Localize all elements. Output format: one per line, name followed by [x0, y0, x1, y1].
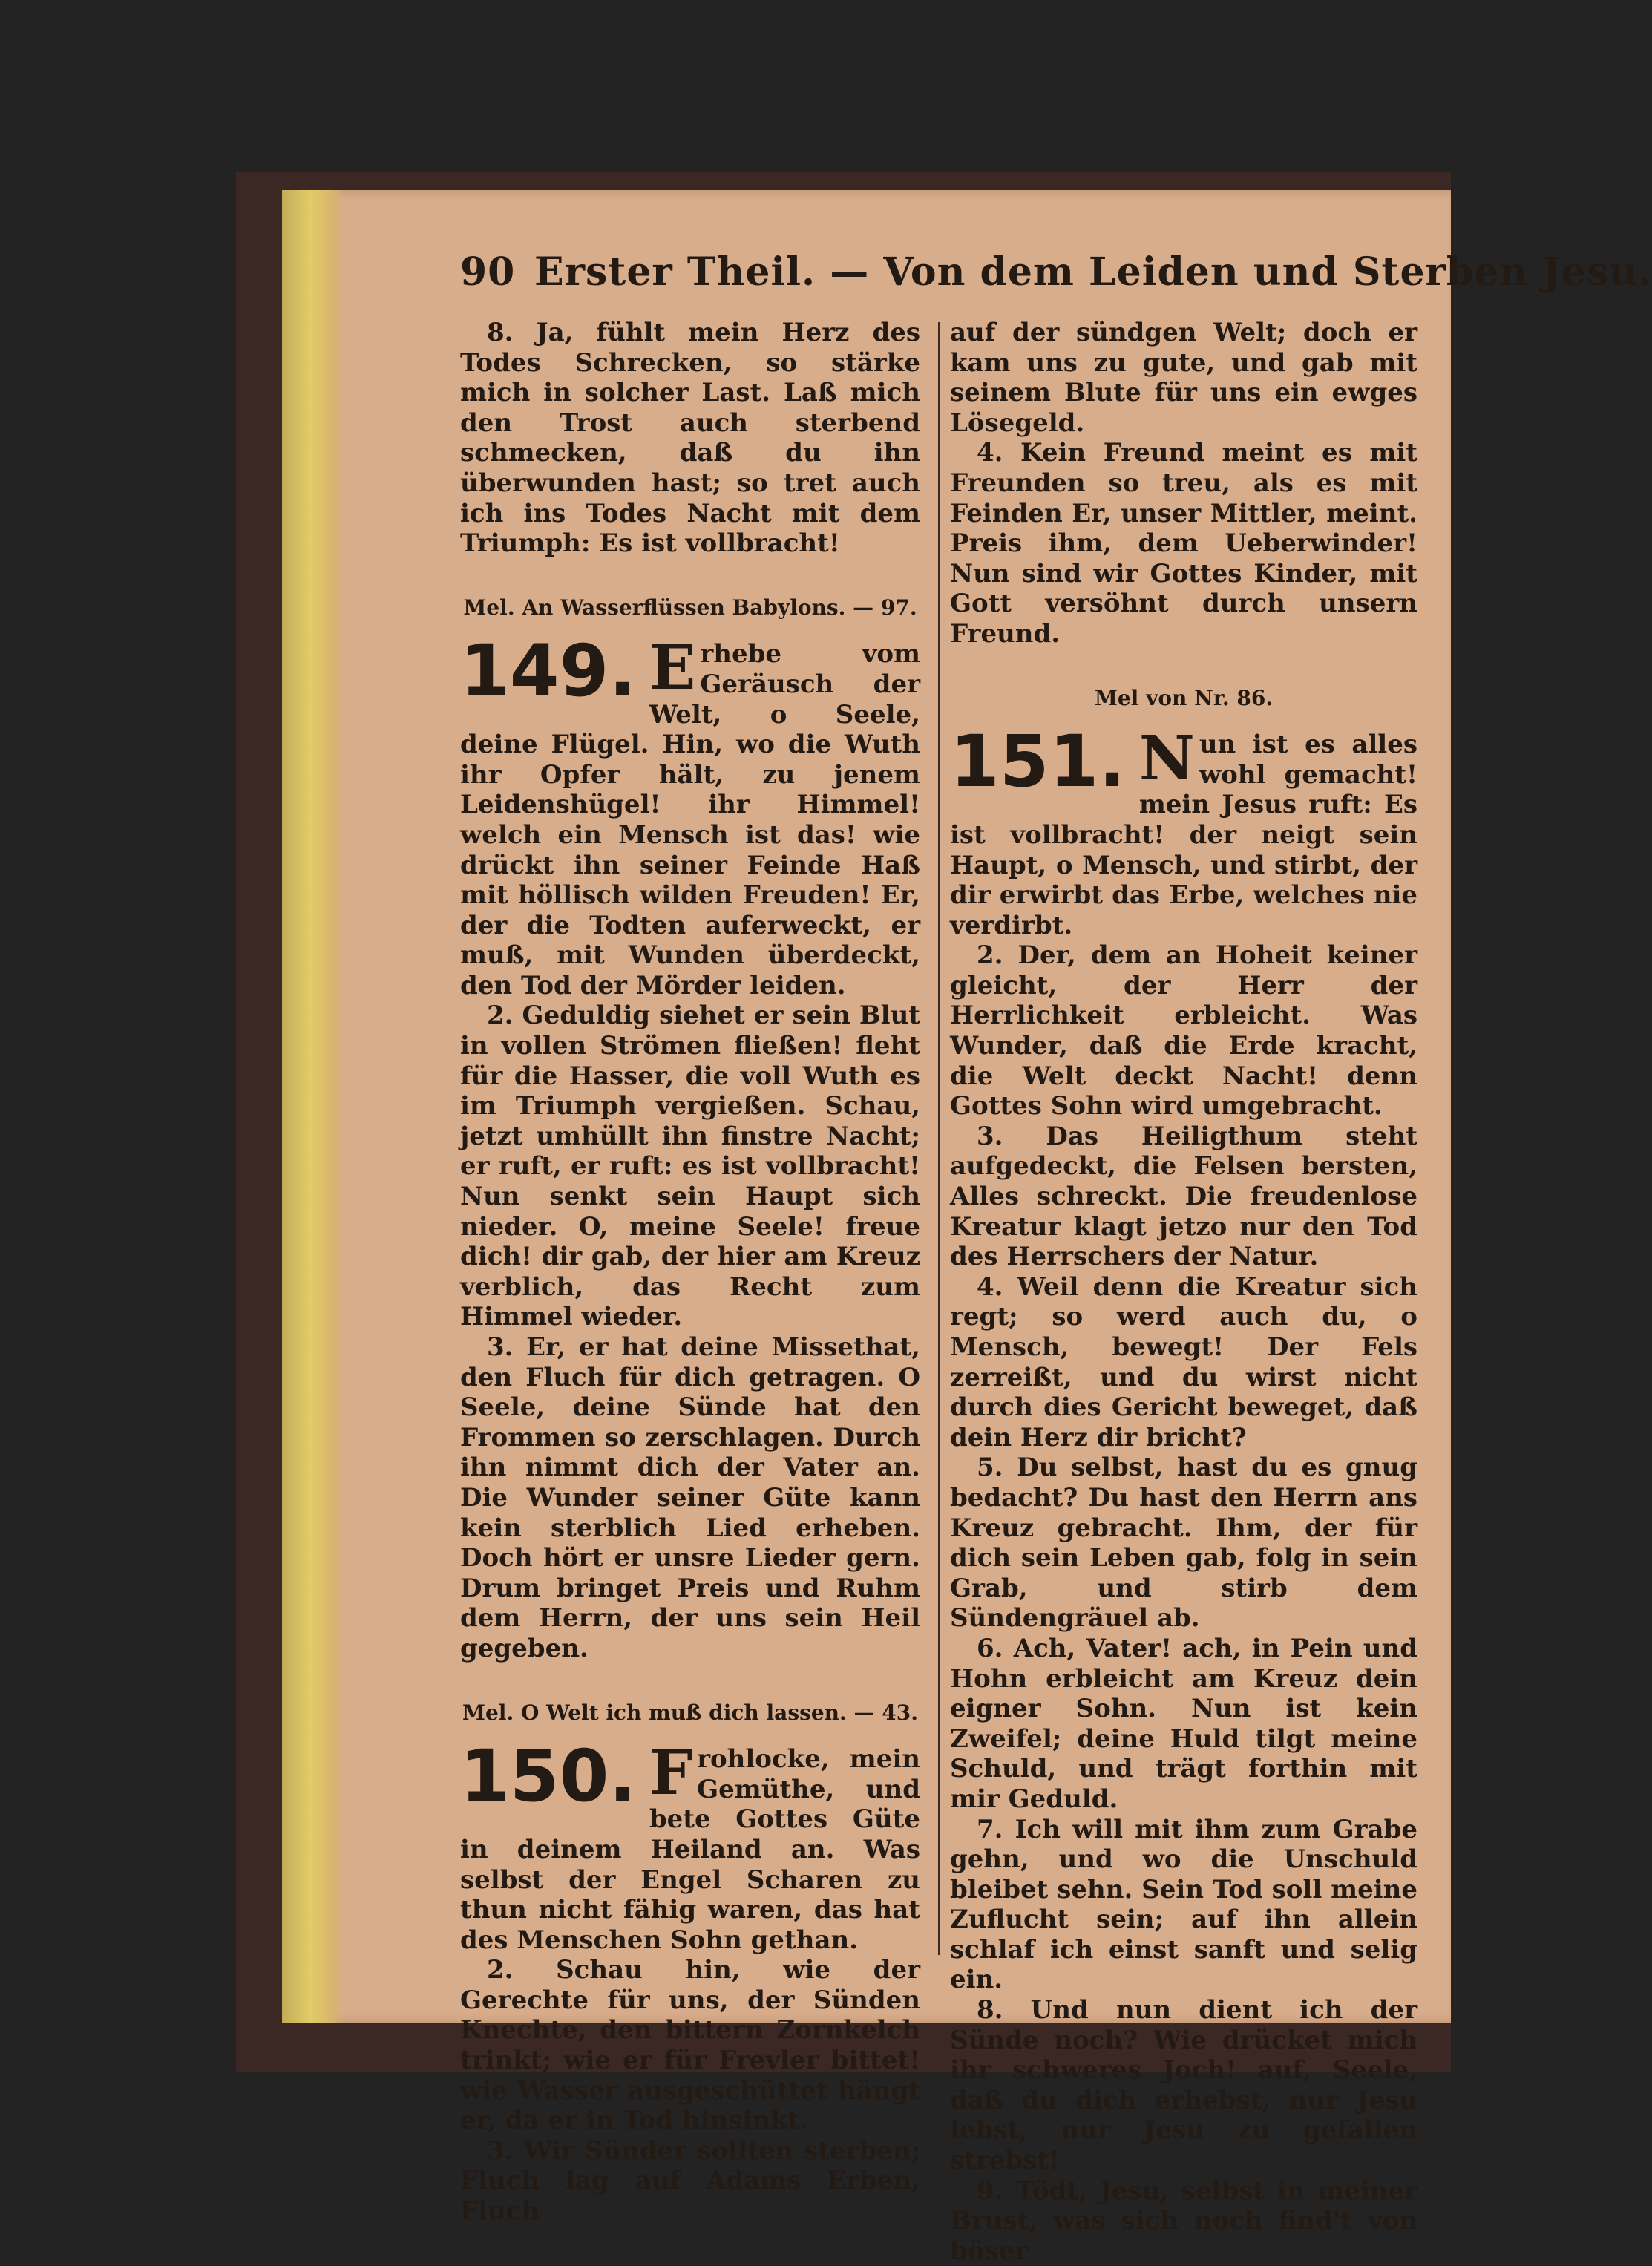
hymn-149-number: 149.	[460, 629, 636, 713]
running-header	[460, 249, 1652, 309]
hymn-150-verse-3-end: auf der sündgen Welt; doch er kam uns zu gute, und gab mit seinem Blute für uns ein ewges Lösegeld.	[950, 318, 1417, 438]
gilt-edge-band	[282, 190, 344, 2023]
hymn-149-verse-3: 3. Er, er hat deine Missethat, den Fluch für dich getragen. O Seele, deine Sünde hat den Frommen so zerschlagen. Durch ihn nimmt dich der Vater an. Die Wunder seiner Güte kann kein sterblich Lied erheben. Doch hört er unsre Lieder gern. Drum bringet Preis und Ruhm dem Herrn, der uns sein Heil gegeben.	[460, 1332, 920, 1663]
hymn-150-number: 150.	[460, 1735, 636, 1818]
hymn-150-verse-1-text: rohlocke, mein Gemüthe, und bete Gottes Güte in deinem Heiland an. Was selbst der Engel Scharen zu thun nicht fähig waren, das hat des Menschen Sohn gethan.	[460, 1744, 920, 1955]
hymn-150-melody: Mel. O Welt ich muß dich lassen. — 43.	[462, 1700, 918, 1725]
hymn-151-number: 151.	[950, 720, 1126, 804]
hymn-151-verse-1	[950, 720, 1417, 940]
hymn-150-verse-4: 4. Kein Freund meint es mit Freunden so treu, als es mit Feinden Er, unser Mittler, meint. Preis ihm, dem Ueberwinder! Nun sind wir Gottes Kinder, mit Gott versöhnt durch unsern Freund.	[950, 438, 1417, 649]
hymn-149-verse-1	[460, 629, 920, 1001]
hymn-151-verse-3: 3. Das Heiligthum steht aufgedeckt, die Felsen bersten, Alles schreckt. Die freudenlose Kreatur klagt jetzo nur den Tod des Herrschers der Natur.	[950, 1121, 1417, 1272]
hymn-149-verse-2: 2. Geduldig siehet er sein Blut in vollen Strömen fließen! fleht für die Hasser, die voll Wuth es im Triumph vergießen. Schau, jetzt umhüllt ihn finstre Nacht; er ruft, er ruft: es ist vollbracht! Nun senkt sein Haupt sich nieder. O, meine Seele! freue dich! dir gab, der hier am Kreuz verblich, das Recht zum Himmel wieder.	[460, 1001, 920, 1332]
hymn-151-verse-2: 2. Der, dem an Hoheit keiner gleicht, der Herr der Herrlichkeit erbleicht. Was Wunder, daß die Erde kracht, die Welt deckt Nacht! denn Gottes Sohn wird umgebracht.	[950, 940, 1417, 1121]
hymn-151-verse-9-start: 9. Tödt, Jesu, selbst in meiner Brust, was sich noch find't von böser	[950, 2175, 1417, 2266]
hymn-151-melody: Mel von Nr. 86.	[1094, 685, 1274, 710]
hymn-149-initial: E	[649, 632, 696, 704]
hymn-150-verse-1	[460, 1735, 920, 1955]
hymn-150-verse-3-start: 3. Wir Sünder sollten sterben; Fluch lag auf Adams Erben, Fluch	[460, 2135, 920, 2227]
hymn-151-verse-5: 5. Du selbst, hast du es gnug bedacht? Du hast den Herrn ans Kreuz gebracht. Ihm, der für dich sein Leben gab, folg in sein Grab, und stirb dem Sündengräuel ab.	[950, 1453, 1417, 1634]
hymn-151-verse-7: 7. Ich will mit ihm zum Grabe gehn, und wo die Unschuld bleibet sehn. Sein Tod soll meine Zuflucht sein; auf ihn allein schlaf ich einst sanft und selig ein.	[950, 1814, 1417, 1995]
hymn-151-initial: N	[1138, 723, 1195, 795]
hymn-148-verse-8: 8. Ja, fühlt mein Herz des Todes Schrecken, so stärke mich in solcher Last. Laß mich den Trost auch sterbend schmecken, daß du ihn überwunden hast; so tret auch ich ins Todes Nacht mit dem Triumph: Es ist vollbracht!	[460, 318, 920, 559]
hymn-151-verse-6: 6. Ach, Vater! ach, in Pein und Hohn erbleicht am Kreuz dein eigner Sohn. Nun ist kein Zweifel; deine Huld tilgt meine Schuld, und trägt forthin mit mir Geduld.	[950, 1633, 1417, 1814]
hymn-151-verse-8: 8. Und nun dient ich der Sünde noch? Wie drücket mich ihr schweres Joch! auf, Seele, daß du dich erhebst, nur Jesu lebst, nur Jesu zu gefallen strebst!	[950, 1995, 1417, 2176]
hymn-151-verse-4: 4. Weil denn die Kreatur sich regt; so werd auch du, o Mensch, bewegt! Der Fels zerreißt, und du wirst nicht durch dies Gericht beweget, daß dein Herz dir bricht?	[950, 1271, 1417, 1453]
page-number: 90	[460, 249, 516, 295]
column-divider	[938, 322, 940, 1955]
hymn-149-verse-1-text: rhebe vom Geräusch der Welt, o Seele, deine Flügel. Hin, wo die Wuth ihr Opfer hält, zu jenem Leidenshügel! ihr Himmel! welch ein Mensch ist das! wie drückt ihn seiner Feinde Haß mit höllisch wilden Freuden! Er, der die Todten auferweckt, er muß, mit Wunden überdeckt, den Tod der Mörder leiden.	[460, 639, 920, 1001]
hymn-150-verse-2: 2. Schau hin, wie der Gerechte für uns, der Sünden Knechte, den bittern Zornkelch trinkt; wie er für Frevler bittet! wie Wasser ausgeschüttet hängt er, da er in Tod hinsinkt.	[460, 1955, 920, 2136]
hymn-149-melody: Mel. An Wasserflüssen Babylons. — 97.	[463, 595, 917, 620]
hymn-151-verse-1-text: un ist es alles wohl gemacht! mein Jesus ruft: Es ist vollbracht! der neigt sein Haupt, o Mensch, und stirbt, der dir erwirbt das Erbe, welches nie verdirbt.	[950, 730, 1417, 940]
right-column	[950, 318, 1417, 2266]
page-title: Erster Theil. — Von dem Leiden und Sterben Jesu.	[534, 249, 1652, 295]
book-page	[282, 190, 1652, 2266]
hymn-150-initial: F	[649, 1738, 693, 1810]
left-column	[460, 318, 920, 2227]
